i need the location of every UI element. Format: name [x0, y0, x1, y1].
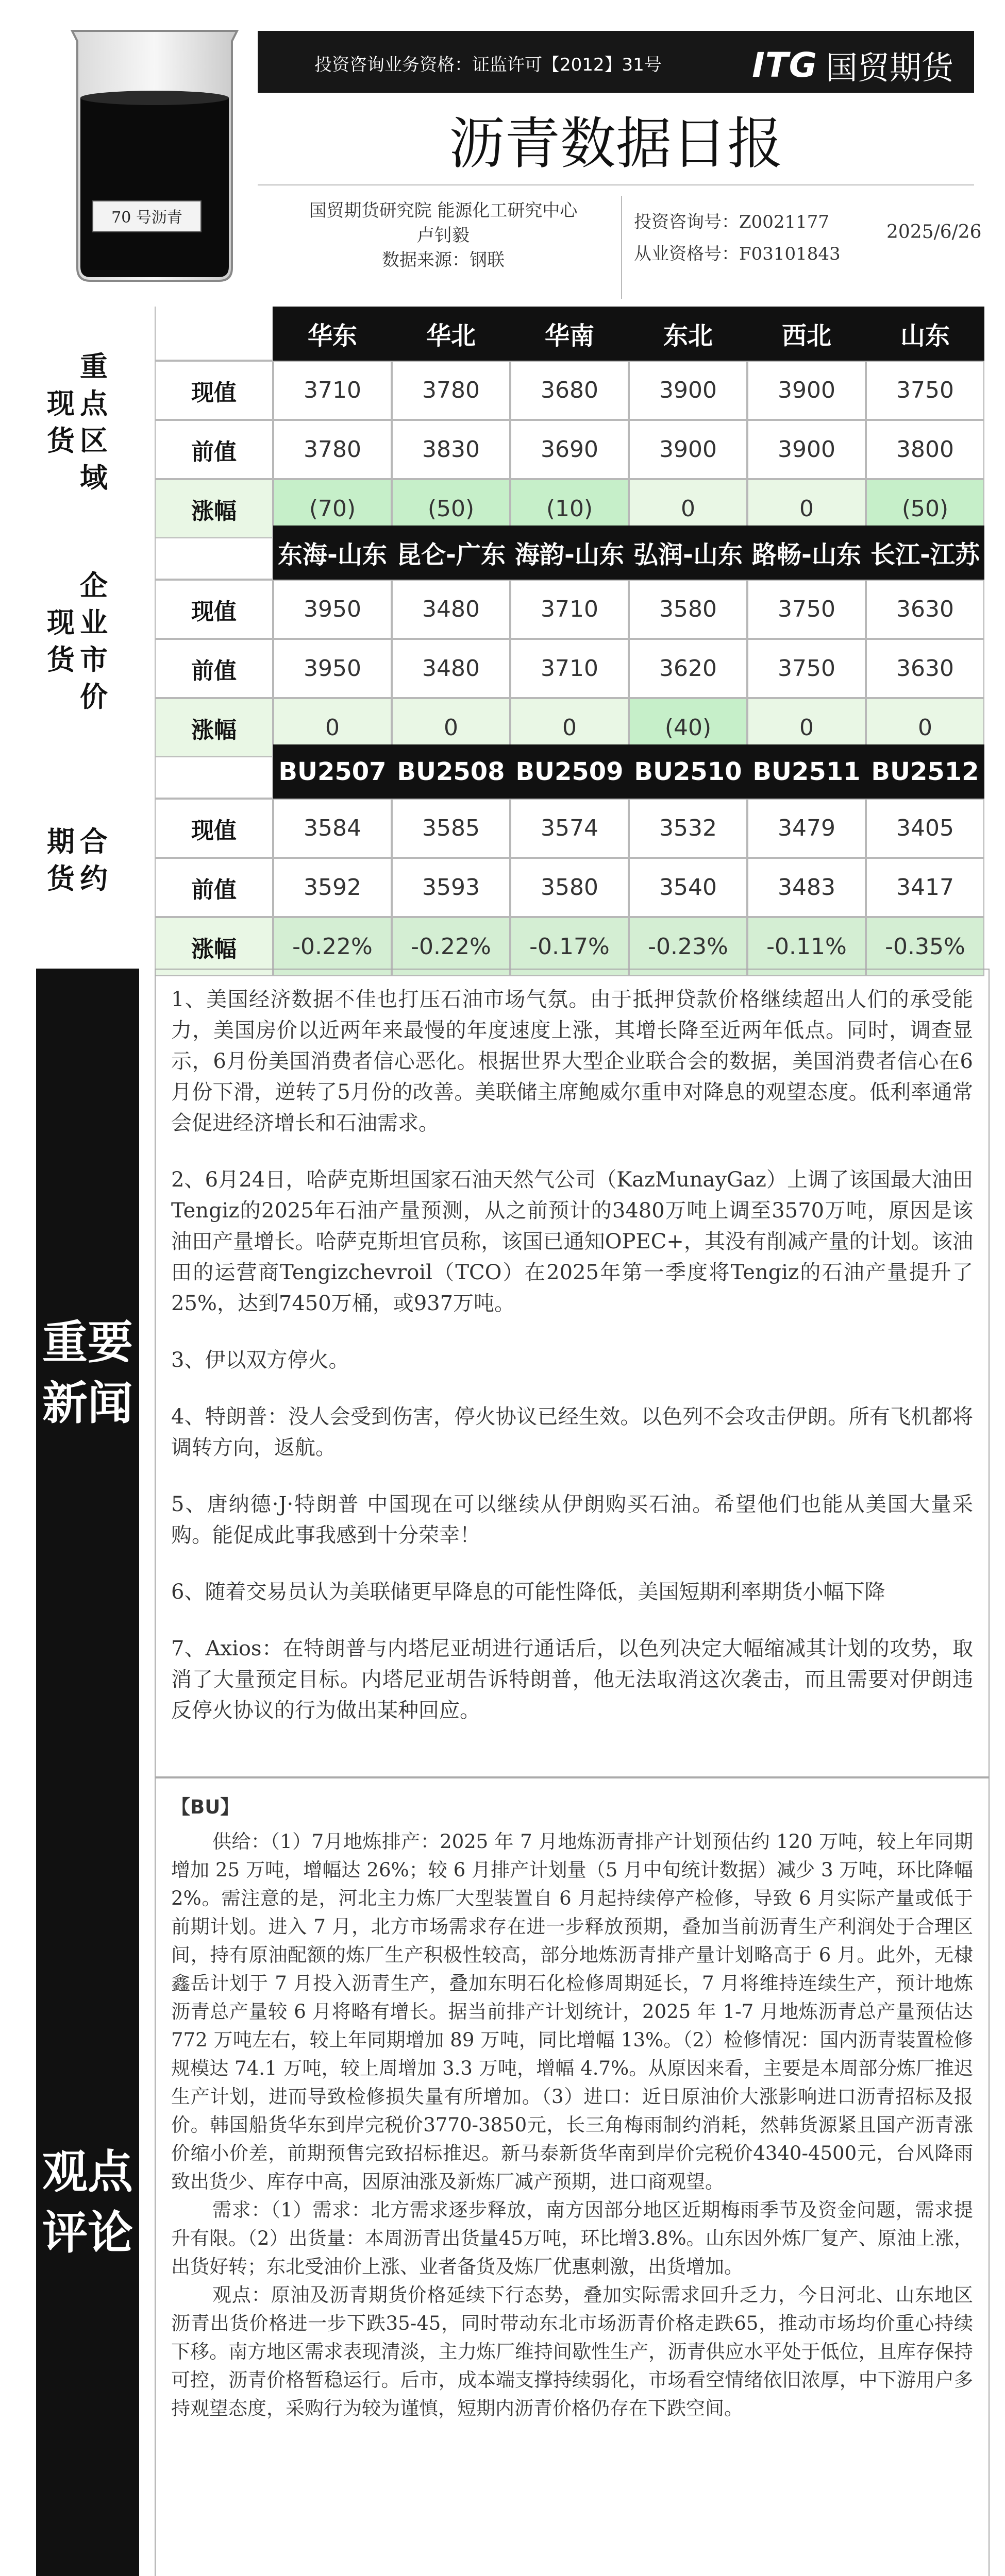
change-cell: -0.22%: [273, 917, 392, 976]
value-cell: 3750: [866, 361, 984, 420]
cert-info: [634, 206, 866, 270]
side-label-char: 域: [80, 462, 108, 494]
table-row: [155, 420, 984, 479]
row-label: 涨幅: [155, 698, 273, 757]
news-label-line2: 新闻: [42, 1377, 133, 1430]
row-label: 现值: [155, 361, 273, 420]
row-label: 前值: [155, 858, 273, 917]
divider: [621, 196, 622, 299]
comment-label-line2: 评论: [42, 2206, 133, 2259]
enterprise-price-table: [0, 526, 1005, 757]
logo-itg: ITG: [752, 45, 817, 85]
side-label-char: 现: [47, 606, 75, 639]
data-source: 数据来源：钢联: [382, 250, 505, 270]
column-header: 山东: [866, 307, 984, 361]
news-item: 6、随着交易员认为美联储更早降息的可能性降低，美国短期利率期货小幅下降: [171, 1580, 885, 1604]
value-cell: 3950: [273, 639, 392, 698]
top-bar: [258, 31, 974, 93]
table-header-row: [155, 307, 984, 361]
row-label: 前值: [155, 420, 273, 479]
value-cell: 3620: [629, 639, 747, 698]
column-header: 西北: [747, 307, 866, 361]
value-cell: 3405: [866, 799, 984, 858]
value-cell: 3950: [273, 580, 392, 639]
value-cell: 3680: [510, 361, 629, 420]
change-cell: (50): [866, 479, 984, 538]
news-section: [0, 969, 1005, 1777]
row-label: 现值: [155, 580, 273, 639]
news-item: 3、伊以双方停火。: [171, 1348, 349, 1372]
column-header: 路畅-山东: [747, 526, 866, 580]
value-cell: 3710: [510, 639, 629, 698]
column-header: 东海-山东: [273, 526, 392, 580]
dept-line2: 卢钊毅: [417, 225, 470, 246]
column-header: BU2509: [510, 744, 629, 799]
table-row: [155, 858, 984, 917]
value-cell: 3480: [392, 580, 510, 639]
column-header: BU2508: [392, 744, 510, 799]
side-label-char: 货: [47, 643, 75, 676]
value-cell: 3592: [273, 858, 392, 917]
cert-value1: Z0021177: [739, 212, 830, 232]
side-label-char: 价: [80, 681, 108, 713]
column-header: BU2507: [273, 744, 392, 799]
side-label-char: 业: [80, 606, 108, 639]
change-cell: (40): [629, 698, 747, 757]
value-cell: 3593: [392, 858, 510, 917]
change-cell: 0: [392, 698, 510, 757]
column-header: 华东: [273, 307, 392, 361]
news-label-line1: 重要: [42, 1316, 133, 1369]
side-label-column: [47, 823, 75, 897]
value-cell: 3690: [510, 420, 629, 479]
side-label-char: 货: [47, 425, 75, 457]
row-label: 涨幅: [155, 479, 273, 538]
change-cell: (50): [392, 479, 510, 538]
beaker-image: [57, 21, 253, 289]
table-row: [155, 639, 984, 698]
license-text: 投资咨询业务资格：证监许可【2012】31号: [314, 55, 662, 75]
value-cell: 3630: [866, 639, 984, 698]
comment-tag: 【BU】: [171, 1796, 240, 1818]
value-cell: 3479: [747, 799, 866, 858]
table-header-row: [155, 744, 984, 799]
side-label-char: 点: [80, 387, 108, 420]
side-label-char: 现: [47, 387, 75, 420]
comment-paragraph: 需求：（1）需求：北方需求逐步释放，南方因部分地区近期梅雨季节及资金问题，需求提升有限。（2）出货量：本周沥青出货量45万吨，环比增3.8%。山东因外炼厂复产、原油上涨，出货好转；东北受油价上涨、业者备货及炼厂优惠刺激，出货增加。: [171, 2199, 973, 2278]
table-row: [155, 799, 984, 858]
change-cell: 0: [747, 698, 866, 757]
value-cell: 3710: [273, 361, 392, 420]
value-cell: 3580: [629, 580, 747, 639]
news-item: 4、特朗普：没人会受到伤害，停火协议已经生效。以色列不会攻击伊朗。所有飞机都将调转方向，返航。: [171, 1405, 973, 1460]
news-item: 5、唐纳德·J·特朗普 中国现在可以继续从伊朗购买石油。希望他们也能从美国大量采购。能促成此事我感到十分荣幸！: [171, 1493, 973, 1547]
change-cell: 0: [747, 479, 866, 538]
side-label-char: 货: [47, 862, 75, 895]
value-cell: 3780: [392, 361, 510, 420]
comment-side-label: [36, 1777, 139, 2576]
column-header: 华北: [392, 307, 510, 361]
value-cell: 3900: [747, 420, 866, 479]
comment-content: [155, 1777, 990, 2576]
value-cell: 3630: [866, 580, 984, 639]
table-row: [155, 361, 984, 420]
spot-price-table: [0, 307, 1005, 538]
column-header: BU2510: [629, 744, 747, 799]
side-label-char: 企: [80, 569, 108, 602]
value-cell: 3830: [392, 420, 510, 479]
side-label-char: 期: [47, 825, 75, 858]
side-label-column: [47, 385, 75, 460]
news-item: 2、6月24日，哈萨克斯坦国家石油天然气公司（KazMunayGaz）上调了该国最大油田Tengiz的2025年石油产量预测，从之前预计的3480万吨上调至3570万吨，原因是该油田产量增长。哈萨克斯坦官员称，该国已通知OPEC+，其没有削减产量的计划。该油田的运营商Tengizchevroil（TCO）在2025年第一季度将Tengiz的石油产量提升了25%，达到7450万桶，或937万吨。: [171, 1168, 973, 1315]
change-cell: 0: [273, 698, 392, 757]
column-header: 昆仑-广东: [392, 526, 510, 580]
dept-line1: 国贸期货研究院 能源化工研究中心: [309, 200, 578, 221]
side-label-column: [80, 348, 108, 497]
value-cell: 3483: [747, 858, 866, 917]
column-header: 东北: [629, 307, 747, 361]
value-cell: 3900: [747, 361, 866, 420]
row-label: 前值: [155, 639, 273, 698]
change-cell: -0.35%: [866, 917, 984, 976]
value-cell: 3750: [747, 580, 866, 639]
change-cell: (10): [510, 479, 629, 538]
report-header: [0, 0, 1005, 330]
header-blank-cell: [155, 307, 273, 361]
value-cell: 3900: [629, 420, 747, 479]
table-row: [155, 580, 984, 639]
logo-cn: 国贸期货: [825, 49, 953, 87]
enterprise-side-label: [0, 526, 155, 757]
author-info: [273, 198, 613, 273]
value-cell: 3584: [273, 799, 392, 858]
header-blank-cell: [155, 744, 273, 799]
change-cell: -0.23%: [629, 917, 747, 976]
side-label-column: [47, 604, 75, 679]
cert-label1: 投资咨询号：: [634, 212, 739, 232]
itg-logo: [752, 42, 953, 88]
news-item: 1、美国经济数据不佳也打压石油市场气氛。由于抵押贷款价格继续超出人们的承受能力，美国房价以近两年来最慢的年度速度上涨，其增长降至近两年低点。同时，调查显示，6月份美国消费者信心恶化。根据世界大型企业联合会的数据，美国消费者信心在6月份下滑，逆转了5月份的改善。美联储主席鲍威尔重申对降息的观望态度。低利率通常会促进经济增长和石油需求。: [171, 988, 973, 1135]
side-label-char: 区: [80, 425, 108, 457]
change-cell: 0: [866, 698, 984, 757]
value-cell: 3574: [510, 799, 629, 858]
value-cell: 3750: [747, 639, 866, 698]
value-cell: 3585: [392, 799, 510, 858]
cert-label2: 从业资格号：: [634, 244, 739, 264]
change-cell: -0.22%: [392, 917, 510, 976]
column-header: 弘润-山东: [629, 526, 747, 580]
report-date: 2025/6/26: [886, 222, 982, 243]
column-header: BU2512: [866, 744, 984, 799]
header-blank-cell: [155, 526, 273, 580]
column-header: 长江-江苏: [866, 526, 984, 580]
value-cell: 3480: [392, 639, 510, 698]
value-cell: 3900: [629, 361, 747, 420]
comment-section: [0, 1777, 1005, 2576]
table-row: [155, 917, 984, 976]
news-side-label: [36, 969, 139, 1777]
spot-side-label: [0, 307, 155, 538]
news-item: 7、Axios：在特朗普与内塔尼亚胡进行通话后，以色列决定大幅缩减其计划的攻势，取消了大量预定目标。内塔尼亚胡告诉特朗普，他无法取消这次袭击，而且需要对伊朗违反停火协议的行为做出某种回应。: [171, 1637, 973, 1722]
value-cell: 3540: [629, 858, 747, 917]
change-cell: 0: [629, 479, 747, 538]
value-cell: 3780: [273, 420, 392, 479]
change-cell: 0: [510, 698, 629, 757]
change-cell: -0.11%: [747, 917, 866, 976]
column-header: 海韵-山东: [510, 526, 629, 580]
change-cell: (70): [273, 479, 392, 538]
news-content: [155, 969, 990, 1777]
side-label-column: [80, 823, 108, 897]
table-header-row: [155, 526, 984, 580]
svg-text:70 号沥青: 70 号沥青: [111, 209, 182, 227]
column-header: 华南: [510, 307, 629, 361]
page-title: 沥青数据日报: [258, 103, 974, 185]
comment-label-line1: 观点: [42, 2145, 133, 2198]
row-label: 涨幅: [155, 917, 273, 976]
side-label-column: [80, 567, 108, 716]
change-cell: -0.17%: [510, 917, 629, 976]
column-header: BU2511: [747, 744, 866, 799]
value-cell: 3710: [510, 580, 629, 639]
value-cell: 3800: [866, 420, 984, 479]
row-label: 现值: [155, 799, 273, 858]
futures-side-label: [0, 744, 155, 976]
value-cell: 3532: [629, 799, 747, 858]
comment-paragraph: 供给：（1）7月地炼排产：2025 年 7 月地炼沥青排产计划预估约 120 万吨，较上年同期增加 25 万吨，增幅达 26%；较 6 月排产计划量（5 月中旬统计数据）减少 3 万吨，环比降幅 2%。需注意的是，河北主力炼厂大型装置自 6 月起持续停产检修，导致 6 月实际产量或低于前期计划。进入 7 月，北方市场需求存在进一步释放预期，叠加当前沥青生产利润处于合理区间，持有原油配额的炼厂生产积极性较高，部分地炼沥青排产量计划略高于 6 月。此外，无棣鑫岳计划于 7 月投入沥青生产，叠加东明石化检修周期延长，7 月将维持连续生产，预计地炼沥青总产量较 6 月将略有增长。据当前排产计划统计，2025 年 1-7 月地炼沥青总产量预估达 772 万吨左右，较上年同期增加 89 万吨，同比增幅 13%。（2）检修情况：国内沥青装置检修规模达 74.1 万吨，较上周增加 3.3 万吨，增幅 4.7%。从原因来看，主要是本周部分炼厂推迟生产计划，进而导致检修损失量有所增加。（3）进口：近日原油价大涨影响进口沥青招标及报价。韩国船货华东到岸完税价3770-3850元，长三角梅雨制约消耗，然韩货源紧且国产沥青涨价缩小价差，前期预售完致招标推迟。新马泰新货华南到岸价完税价4340-4500元，台风降雨致出货少、库存中高，因原油涨及新炼厂减产预期，进口商观望。: [171, 1831, 973, 2193]
comment-paragraph: 观点：原油及沥青期货价格延续下行态势，叠加实际需求回升乏力，今日河北、山东地区沥青出货价格进一步下跌35-45，同时带动东北市场沥青价格走跌65，推动市场均价重心持续下移。南方地区需求表现清淡，主力炼厂维持间歇性生产，沥青供应水平处于低位，且库存保持可控，沥青价格暂稳运行。后市，成本端支撑持续弱化，市场看空情绪依旧浓厚，中下游用户多持观望态度，采购行为较为谨慎，短期内沥青价格仍存在下跌空间。: [171, 2284, 973, 2419]
side-label-char: 合: [80, 825, 108, 858]
value-cell: 3417: [866, 858, 984, 917]
side-label-char: 约: [80, 862, 108, 895]
side-label-char: 重: [80, 350, 108, 383]
cert-value2: F03101843: [739, 244, 841, 264]
side-label-char: 市: [80, 643, 108, 676]
futures-contract-table: [0, 744, 1005, 976]
value-cell: 3580: [510, 858, 629, 917]
